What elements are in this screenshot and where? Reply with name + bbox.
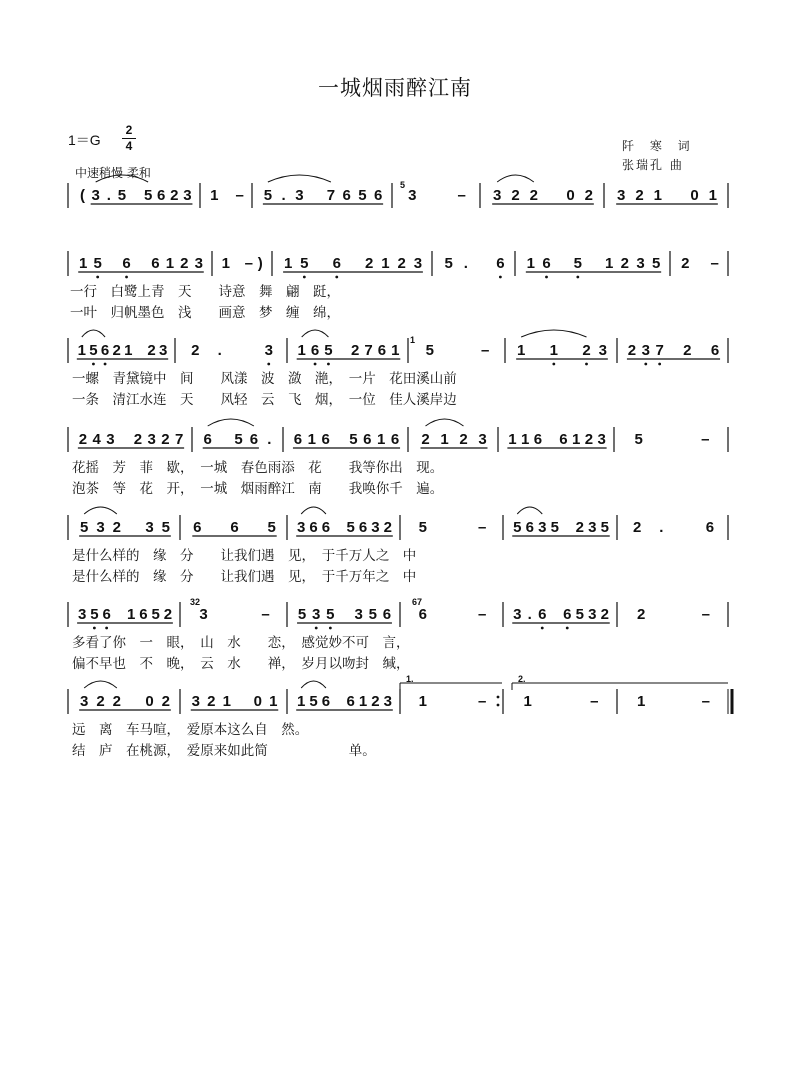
score-note: 1 — [269, 693, 278, 710]
low-octave-dot — [541, 627, 544, 630]
score-note: 2 — [191, 342, 200, 359]
slur — [84, 507, 117, 514]
score-note: 3 — [641, 342, 650, 359]
score-note: 6 — [321, 693, 331, 710]
tempo-marking: 中速稍慢 柔和 — [75, 166, 151, 180]
composer-credit: 张瑞孔 曲 — [622, 158, 684, 172]
score-note: 6 — [310, 342, 320, 359]
lyric-verse-1: 是什么样的 缘 分 让我们遇 见， 于千万人之 中 — [72, 548, 417, 564]
lyricist-credit: 阡 寒 词 — [622, 139, 696, 153]
score-note: 5 — [267, 519, 276, 536]
score-note: 1 — [377, 431, 386, 448]
score-note: 6 — [100, 342, 110, 359]
low-octave-dot — [315, 627, 318, 630]
score-note: 3 — [159, 342, 168, 359]
score-note: 5 — [513, 519, 522, 536]
score-note: 5 — [575, 606, 584, 623]
score-note: 2 — [627, 342, 637, 359]
low-octave-dot — [644, 363, 647, 366]
score-note: 1 — [418, 693, 428, 710]
score-note: 2 — [632, 519, 642, 536]
score-note: 2 — [397, 255, 406, 272]
score-note: . — [527, 606, 532, 623]
score-note: 2 — [459, 431, 468, 448]
score-note: 2 — [161, 431, 170, 448]
score-note: . — [659, 519, 664, 536]
score-note: 1 — [307, 431, 316, 448]
low-octave-dot — [552, 363, 555, 366]
score-note: 1 — [210, 187, 219, 204]
score-note: 3 — [538, 519, 547, 536]
score-note: 3 — [183, 187, 192, 204]
lyric-verse-1: 一行 白鹭上青 天 诗意 舞 翩 跹， — [70, 284, 340, 300]
meter-top: 2 — [125, 123, 133, 137]
score-note: 1 — [523, 693, 532, 710]
score-note: 3 — [616, 187, 626, 204]
score-note: 3 — [199, 606, 208, 623]
score-note: 1 — [571, 431, 581, 448]
score-note: 5 — [90, 606, 99, 623]
score-note: 5 — [573, 255, 583, 272]
score-note: 1 — [604, 255, 614, 272]
score-note: 6 — [705, 519, 715, 536]
score-note: 1 — [297, 342, 306, 359]
score-note: . — [463, 255, 468, 272]
low-octave-dot — [566, 627, 569, 630]
score-note: 3 — [597, 431, 606, 448]
score-note: 1 — [653, 187, 663, 204]
score-note: 1 — [549, 342, 559, 359]
score-note: 6 — [321, 431, 330, 448]
score-note: 5 — [349, 431, 358, 448]
score-note: 1 — [526, 255, 536, 272]
lyric-verse-1: 远 离 车马喧， 爱原本这么自 然。 — [72, 722, 309, 738]
score-note: 6 — [332, 255, 341, 272]
score-note: 6 — [122, 255, 131, 272]
score-note: 6 — [363, 431, 372, 448]
score-note: 6 — [533, 431, 543, 448]
lyric-verse-1: 多看了你 一 眼， 山 水 恋， 感觉妙不可 言， — [72, 635, 410, 651]
score-note: 2 — [511, 187, 520, 204]
score-note: . — [106, 187, 111, 204]
score-note: 3 — [408, 187, 417, 204]
score-note: 3 — [147, 431, 156, 448]
low-octave-dot — [658, 363, 661, 366]
lyric-verse-2: 一条 清江水连 天 风轻 云 飞 烟， 一位 佳人溪岸边 — [72, 392, 457, 408]
score-note: 5 — [297, 606, 307, 623]
score-note: 0 — [690, 187, 699, 204]
lyric-verse-2: 结 庐 在桃源， 爱原来如此简 单。 — [72, 743, 376, 759]
score-note: ( — [80, 187, 86, 204]
score-note: 3 — [191, 693, 200, 710]
score-note: 6 — [342, 187, 351, 204]
score-note: 6 — [496, 255, 505, 272]
score-note: 5 — [600, 519, 609, 536]
grace-note: 32 — [190, 597, 201, 607]
score-note: 1 — [381, 255, 390, 272]
score-note: ) — [257, 255, 263, 272]
low-octave-dot — [267, 363, 270, 366]
score-note: 6 — [542, 255, 551, 272]
score-note: 2 — [600, 606, 609, 623]
score-note: 4 — [92, 431, 101, 448]
score-note: 2 — [170, 187, 179, 204]
low-octave-dot — [335, 276, 338, 279]
score-note: 2 — [635, 187, 644, 204]
lyric-verse-2: 泡茶 等 花 开， 一城 烟雨醉江 南 我唤你千 遍。 — [72, 481, 444, 497]
score-note: 6 — [203, 431, 212, 448]
slur — [521, 330, 586, 337]
score-note: 6 — [358, 519, 368, 536]
low-octave-dot — [92, 363, 95, 366]
score-note: 2 — [96, 693, 105, 710]
score-note: 6 — [525, 519, 534, 536]
slur — [426, 419, 464, 426]
score-note: 6 — [377, 342, 387, 359]
score-note: 3 — [383, 693, 392, 710]
score-note: 2 — [383, 519, 392, 536]
grace-note: 67 — [412, 597, 423, 607]
score-note: 1 — [508, 431, 517, 448]
low-octave-dot — [93, 627, 96, 630]
score-note: 3 — [636, 255, 645, 272]
score-note: 6 — [418, 606, 428, 623]
score-note: 3 — [96, 519, 105, 536]
score-note: 2 — [371, 693, 380, 710]
score-note: 5 — [326, 606, 335, 623]
score-note: 5 — [651, 255, 661, 272]
score-note: 3 — [77, 606, 87, 623]
score-note: 2 — [207, 693, 216, 710]
score-note: 2 — [584, 187, 594, 204]
score-note: 2 — [133, 431, 143, 448]
score-note: 1 — [283, 255, 293, 272]
score-note: – — [244, 255, 253, 272]
low-octave-dot — [499, 276, 502, 279]
score-note: 5 — [358, 187, 367, 204]
score-note: 1 — [520, 431, 530, 448]
score-note: 3 — [478, 431, 487, 448]
score-note: 1 — [516, 342, 526, 359]
score-note: 0 — [566, 187, 575, 204]
score-note: 3 — [513, 606, 522, 623]
score-note: 1 — [440, 431, 449, 448]
score-note: 5 — [418, 519, 428, 536]
score-note: . — [267, 431, 272, 448]
score-note: 2 — [421, 431, 430, 448]
score-note: 1 — [79, 255, 88, 272]
low-octave-dot — [314, 363, 317, 366]
score-note: 2 — [584, 431, 594, 448]
score-note: 2 — [78, 431, 88, 448]
score-note: 2 — [163, 606, 173, 623]
volta-label-2: 2. — [518, 674, 526, 684]
score-note: 5 — [634, 431, 643, 448]
score-note: 6 — [309, 519, 318, 536]
score-note: 3 — [79, 693, 89, 710]
score-note: – — [477, 519, 487, 536]
score-note: 6 — [321, 519, 331, 536]
score-note: – — [701, 606, 711, 623]
slur — [82, 330, 105, 337]
low-octave-dot — [545, 276, 548, 279]
score-note: 6 — [538, 606, 547, 623]
score-note: 3 — [264, 342, 273, 359]
score-note: 6 — [559, 431, 568, 448]
score-note: – — [457, 187, 466, 204]
score-note: . — [217, 342, 222, 359]
score-note: 3 — [106, 431, 115, 448]
score-note: 3 — [297, 519, 306, 536]
slur — [96, 175, 148, 182]
score-note: – — [235, 187, 244, 204]
low-octave-dot — [327, 363, 330, 366]
score-note: 3 — [295, 187, 304, 204]
score-note: 6 — [139, 606, 148, 623]
score-note: 5 — [444, 255, 453, 272]
score-note: 6 — [390, 431, 400, 448]
score-note: 5 — [143, 187, 153, 204]
score-note: 5 — [79, 519, 89, 536]
score-note: – — [701, 431, 710, 448]
score-note: 6 — [293, 431, 303, 448]
score-note: 2 — [161, 693, 171, 710]
score-note: 1 — [77, 342, 86, 359]
score-note: 5 — [346, 519, 355, 536]
score-note: 5 — [324, 342, 333, 359]
score-note: 2 — [112, 519, 122, 536]
score-note: 3 — [145, 519, 154, 536]
score-note: 2 — [575, 519, 584, 536]
score-note: 6 — [373, 187, 383, 204]
slur — [268, 175, 331, 182]
lyric-verse-1: 一螺 青黛镜中 间 风漾 波 潋 滟， 一片 花田溪山前 — [72, 371, 457, 387]
score-note: – — [480, 342, 490, 359]
meter-bottom: 4 — [125, 139, 133, 153]
low-octave-dot — [329, 627, 332, 630]
score-note: 5 — [93, 255, 102, 272]
score-note: 6 — [346, 693, 355, 710]
score-note: – — [477, 693, 487, 710]
score-note: 1 — [165, 255, 175, 272]
score-note: 2 — [636, 606, 646, 623]
score-note: 2 — [529, 187, 539, 204]
score-note: – — [261, 606, 270, 623]
score-note: 1 — [221, 255, 230, 272]
score-note: 1 — [124, 342, 133, 359]
score-note: 1 — [126, 606, 136, 623]
score-note: 5 — [425, 342, 435, 359]
score-note: 7 — [326, 187, 336, 204]
song-title: 一城烟雨醉江南 — [318, 76, 472, 100]
lyric-verse-2: 一叶 归帆墨色 浅 画意 梦 缠 绵， — [70, 305, 340, 321]
grace-note: 5 — [400, 180, 406, 190]
low-octave-dot — [96, 276, 99, 279]
score-note: 5 — [550, 519, 559, 536]
score-note: 3 — [371, 519, 380, 536]
slur — [497, 175, 534, 182]
score-note: 5 — [151, 606, 160, 623]
score-note: 7 — [655, 342, 664, 359]
low-octave-dot — [104, 363, 107, 366]
score-note: 2 — [147, 342, 156, 359]
score-note: 1 — [636, 693, 646, 710]
key-signature: 1＝G — [68, 132, 101, 148]
score-note: 5 — [309, 693, 318, 710]
score-note: – — [477, 606, 487, 623]
score-note: 2 — [620, 255, 630, 272]
score-note: 5 — [263, 187, 273, 204]
score-note: 1 — [358, 693, 368, 710]
score-note: 6 — [157, 187, 166, 204]
score-note: 2 — [351, 342, 360, 359]
score-note: 2 — [681, 255, 690, 272]
low-octave-dot — [585, 363, 588, 366]
score-note: 6 — [230, 519, 239, 536]
score-note: 2 — [582, 342, 591, 359]
score-note: 2 — [365, 255, 374, 272]
low-octave-dot — [576, 276, 579, 279]
score-note: 5 — [368, 606, 377, 623]
score-note: 7 — [174, 431, 184, 448]
score-note: . — [281, 187, 286, 204]
score-note: 6 — [249, 431, 259, 448]
score-note: 2 — [112, 693, 122, 710]
repeat-dot — [497, 696, 500, 699]
score-note: 1 — [391, 342, 400, 359]
low-octave-dot — [303, 276, 306, 279]
score-note: 3 — [588, 519, 597, 536]
score-note: 6 — [710, 342, 720, 359]
score-note: 1 — [297, 693, 306, 710]
score-note: – — [701, 693, 711, 710]
score-note: 0 — [253, 693, 262, 710]
score-note: 6 — [193, 519, 202, 536]
score-note: – — [710, 255, 719, 272]
score-note: 7 — [364, 342, 373, 359]
score-note: 2 — [683, 342, 692, 359]
lyric-verse-1: 花摇 芳 菲 歇， 一城 春色雨添 花 我等你出 现。 — [72, 460, 444, 476]
score-note: 5 — [234, 431, 243, 448]
grace-note: 1 — [410, 335, 416, 345]
score-note: 6 — [102, 606, 111, 623]
score-note: 3 — [413, 255, 423, 272]
score-note: 3 — [312, 606, 321, 623]
score-note: 5 — [161, 519, 171, 536]
score-note: 6 — [151, 255, 160, 272]
low-octave-dot — [125, 276, 128, 279]
score-note: 6 — [563, 606, 572, 623]
slur — [208, 419, 254, 426]
score-note: 3 — [588, 606, 597, 623]
score-note: 2 — [180, 255, 189, 272]
lyric-verse-2: 是什么样的 缘 分 让我们遇 见， 于千万年之 中 — [72, 569, 417, 585]
score-note: 5 — [117, 187, 127, 204]
score-note: 3 — [91, 187, 100, 204]
low-octave-dot — [105, 627, 108, 630]
slur — [84, 681, 117, 688]
score-note: 5 — [300, 255, 309, 272]
score-note: 1 — [708, 187, 718, 204]
score-note: – — [590, 693, 599, 710]
volta-label-1: 1. — [406, 674, 414, 684]
score-note: 5 — [89, 342, 98, 359]
score-note: 6 — [382, 606, 392, 623]
score-note: 3 — [354, 606, 363, 623]
score-note: 3 — [194, 255, 203, 272]
score-note: 3 — [598, 342, 608, 359]
repeat-dot — [497, 704, 500, 707]
score-note: 0 — [145, 693, 154, 710]
slur — [301, 507, 326, 514]
slur — [302, 330, 329, 337]
score-note: 2 — [112, 342, 121, 359]
lyric-verse-2: 偏不早也 不 晚， 云 水 禅， 岁月以吻封 缄， — [72, 656, 410, 672]
slur — [517, 507, 542, 514]
score-note: 1 — [222, 693, 231, 710]
score-note: 3 — [492, 187, 502, 204]
slur — [301, 681, 326, 688]
